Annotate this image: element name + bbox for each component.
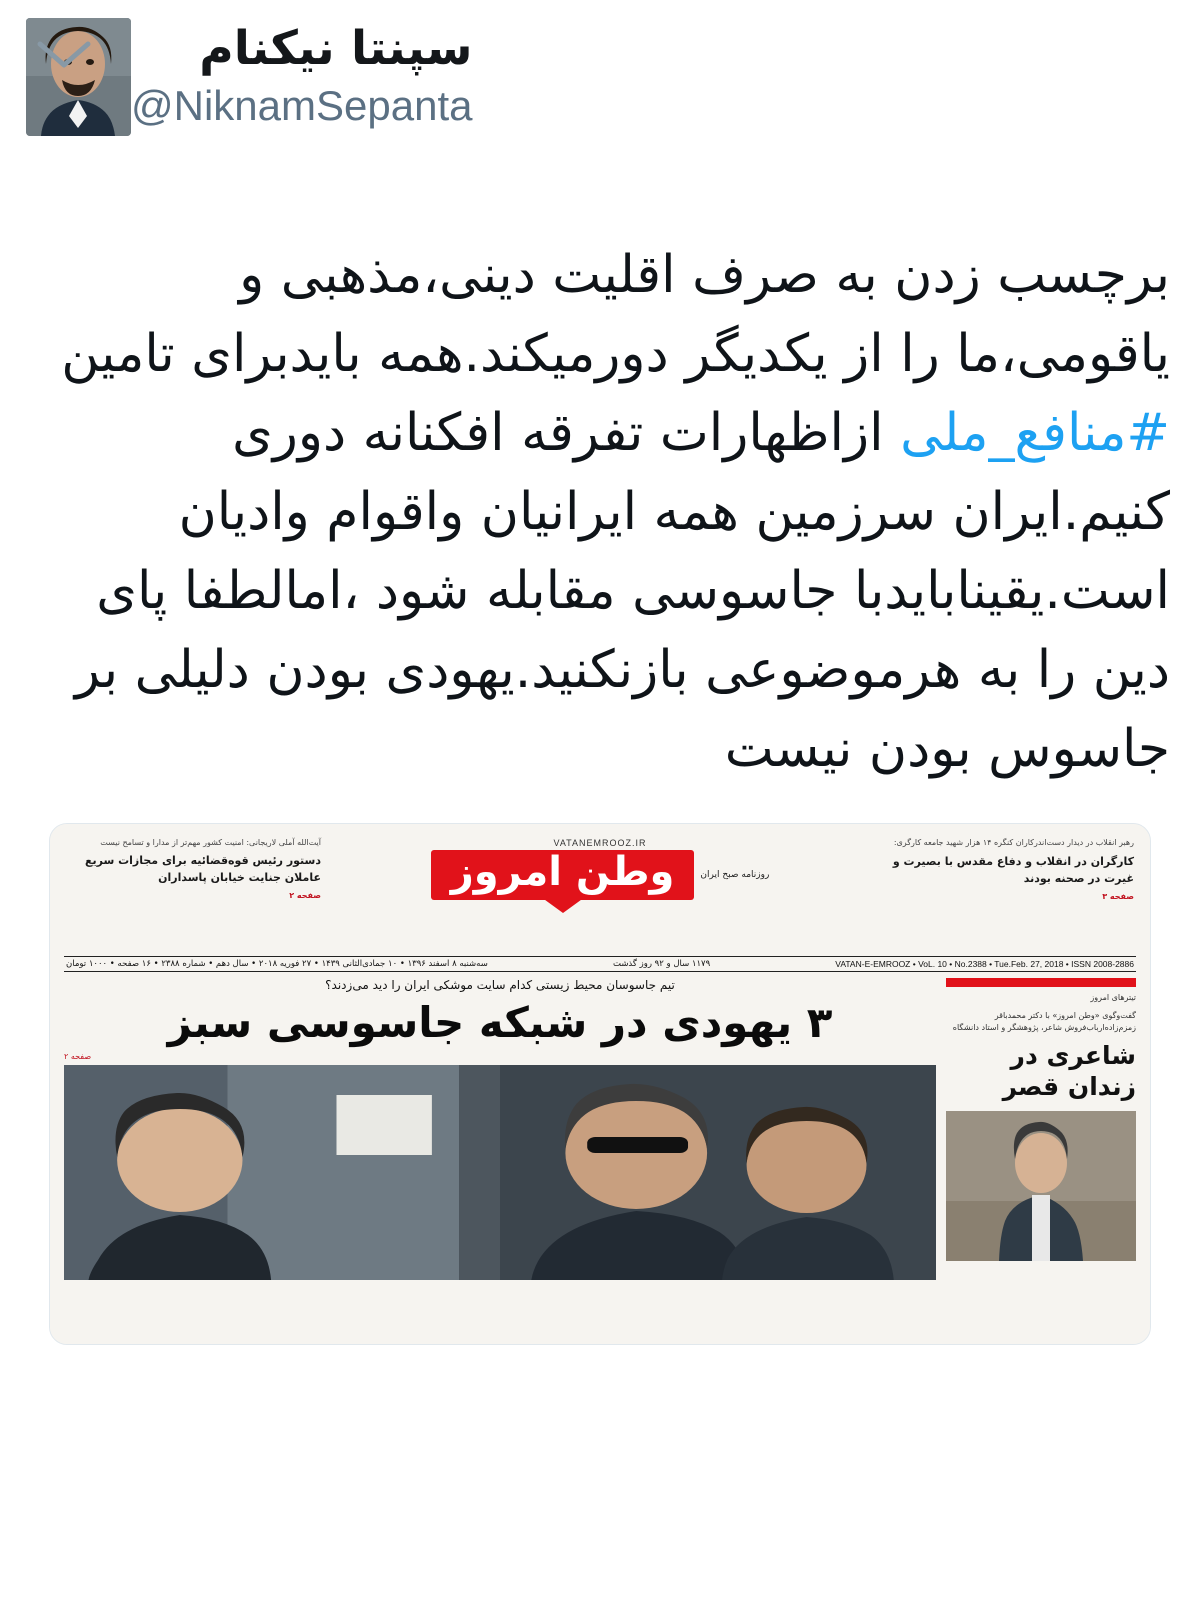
user-identity	[131, 18, 472, 136]
hashtag-link[interactable]: #منافع_ملی	[900, 403, 1170, 464]
masthead-right-column	[879, 838, 1134, 903]
user-handle: @NiknamSepanta	[131, 81, 473, 129]
newspaper-body	[50, 972, 1150, 1332]
lead-kicker: تیم جاسوسان محیط زیستی کدام سایت موشکی ایران را دید می‌زدند؟	[325, 978, 675, 993]
newspaper-sidebar	[946, 978, 1136, 1332]
newspaper-lead-story	[64, 978, 936, 1332]
tweet-text-part-1: برچسب زدن به صرف اقلیت دینی،مذهبی و یاقومی،ما را از یکدیگر دورمیکند.همه بایدبرای تامین	[61, 245, 1170, 385]
newspaper-front-page	[50, 824, 1150, 1344]
right-column-page: صفحه ۳	[1102, 892, 1134, 902]
sidebar-label: تیترهای امروز	[1090, 993, 1136, 1003]
chevron-down-icon[interactable]	[32, 32, 96, 76]
left-column-page: صفحه ۲	[289, 891, 321, 901]
info-line-mid: ۱۱۷۹ سال و ۹۲ روز گذشت	[612, 959, 711, 970]
left-column-kicker: آیت‌الله آملی لاریجانی: امنیت کشور مهم‌تر از مدارا و تسامح نیست	[100, 838, 321, 848]
tweet-body	[26, 236, 1174, 789]
info-line-right: سه‌شنبه ۸ اسفند ۱۳۹۶ • ۱۰ جمادی‌الثانی ۱۴۳۹ • ۲۷ فوریه ۲۰۱۸ • سال دهم • شماره ۲۳۸۸ • ۱۶ صفحه • ۱۰۰۰ تومان	[66, 959, 488, 970]
newspaper-info-bar	[64, 956, 1136, 972]
lead-photo	[64, 1065, 936, 1280]
newspaper-logo: وطن امروز	[431, 850, 695, 900]
tweet-media-newspaper[interactable]	[49, 823, 1151, 1345]
sidebar-headline: شاعری در زندان قصر	[1002, 1041, 1136, 1102]
tweet-text-part-2: ازاظهارات تفرقه افکنانه دوری کنیم.ایران سرزمین همه ایرانیان واقوام وادیان است.یقینابایدبا جاسوسی مقابله شود ،امالطفا پای دین را به هرموضوعی بازنکنید.یهودی بودن دلیلی بر جاسوس بودن نیست	[74, 403, 1170, 780]
sidebar-red-bar	[946, 978, 1136, 987]
info-line-left: VATAN-E-EMROOZ • VoL. 10 • No.2388 • Tue.Feb. 27, 2018 • ISSN 2008-2886	[835, 959, 1134, 970]
sidebar-photo	[946, 1111, 1136, 1261]
right-column-headline: کارگران در انقلاب و دفاع مقدس با بصیرت و غیرت در صحنه بودند	[892, 855, 1134, 886]
display-name: سپنتا نیکنام	[199, 20, 473, 76]
masthead	[331, 838, 869, 900]
tweet-header	[26, 18, 1174, 158]
lead-page-ref: صفحه ۲	[64, 1052, 92, 1062]
masthead-left-column	[66, 838, 321, 902]
left-column-headline: دستور رئیس قوه‌قضائیه برای مجازات سریع عاملان جنایت خیابان پاسداران	[84, 854, 321, 884]
masthead-site-url: VATANEMROOZ.IR	[553, 838, 647, 849]
newspaper-masthead-row	[50, 824, 1150, 952]
sidebar-meta: گفت‌وگوی «وطن امروز» با دکتر محمدباقر زمزم‌زاده‌ارباب‌فروش شاعر، پژوهشگر و استاد دانشگاه	[952, 1011, 1136, 1033]
masthead-tagline: روزنامه صبح ایران	[700, 869, 770, 880]
lead-headline: ۳ یهودی در شبکه جاسوسی سبز	[167, 998, 833, 1048]
right-column-kicker: رهبر انقلاب در دیدار دست‌اندرکاران کنگره ۱۴ هزار شهید جامعه کارگری:	[893, 838, 1134, 848]
